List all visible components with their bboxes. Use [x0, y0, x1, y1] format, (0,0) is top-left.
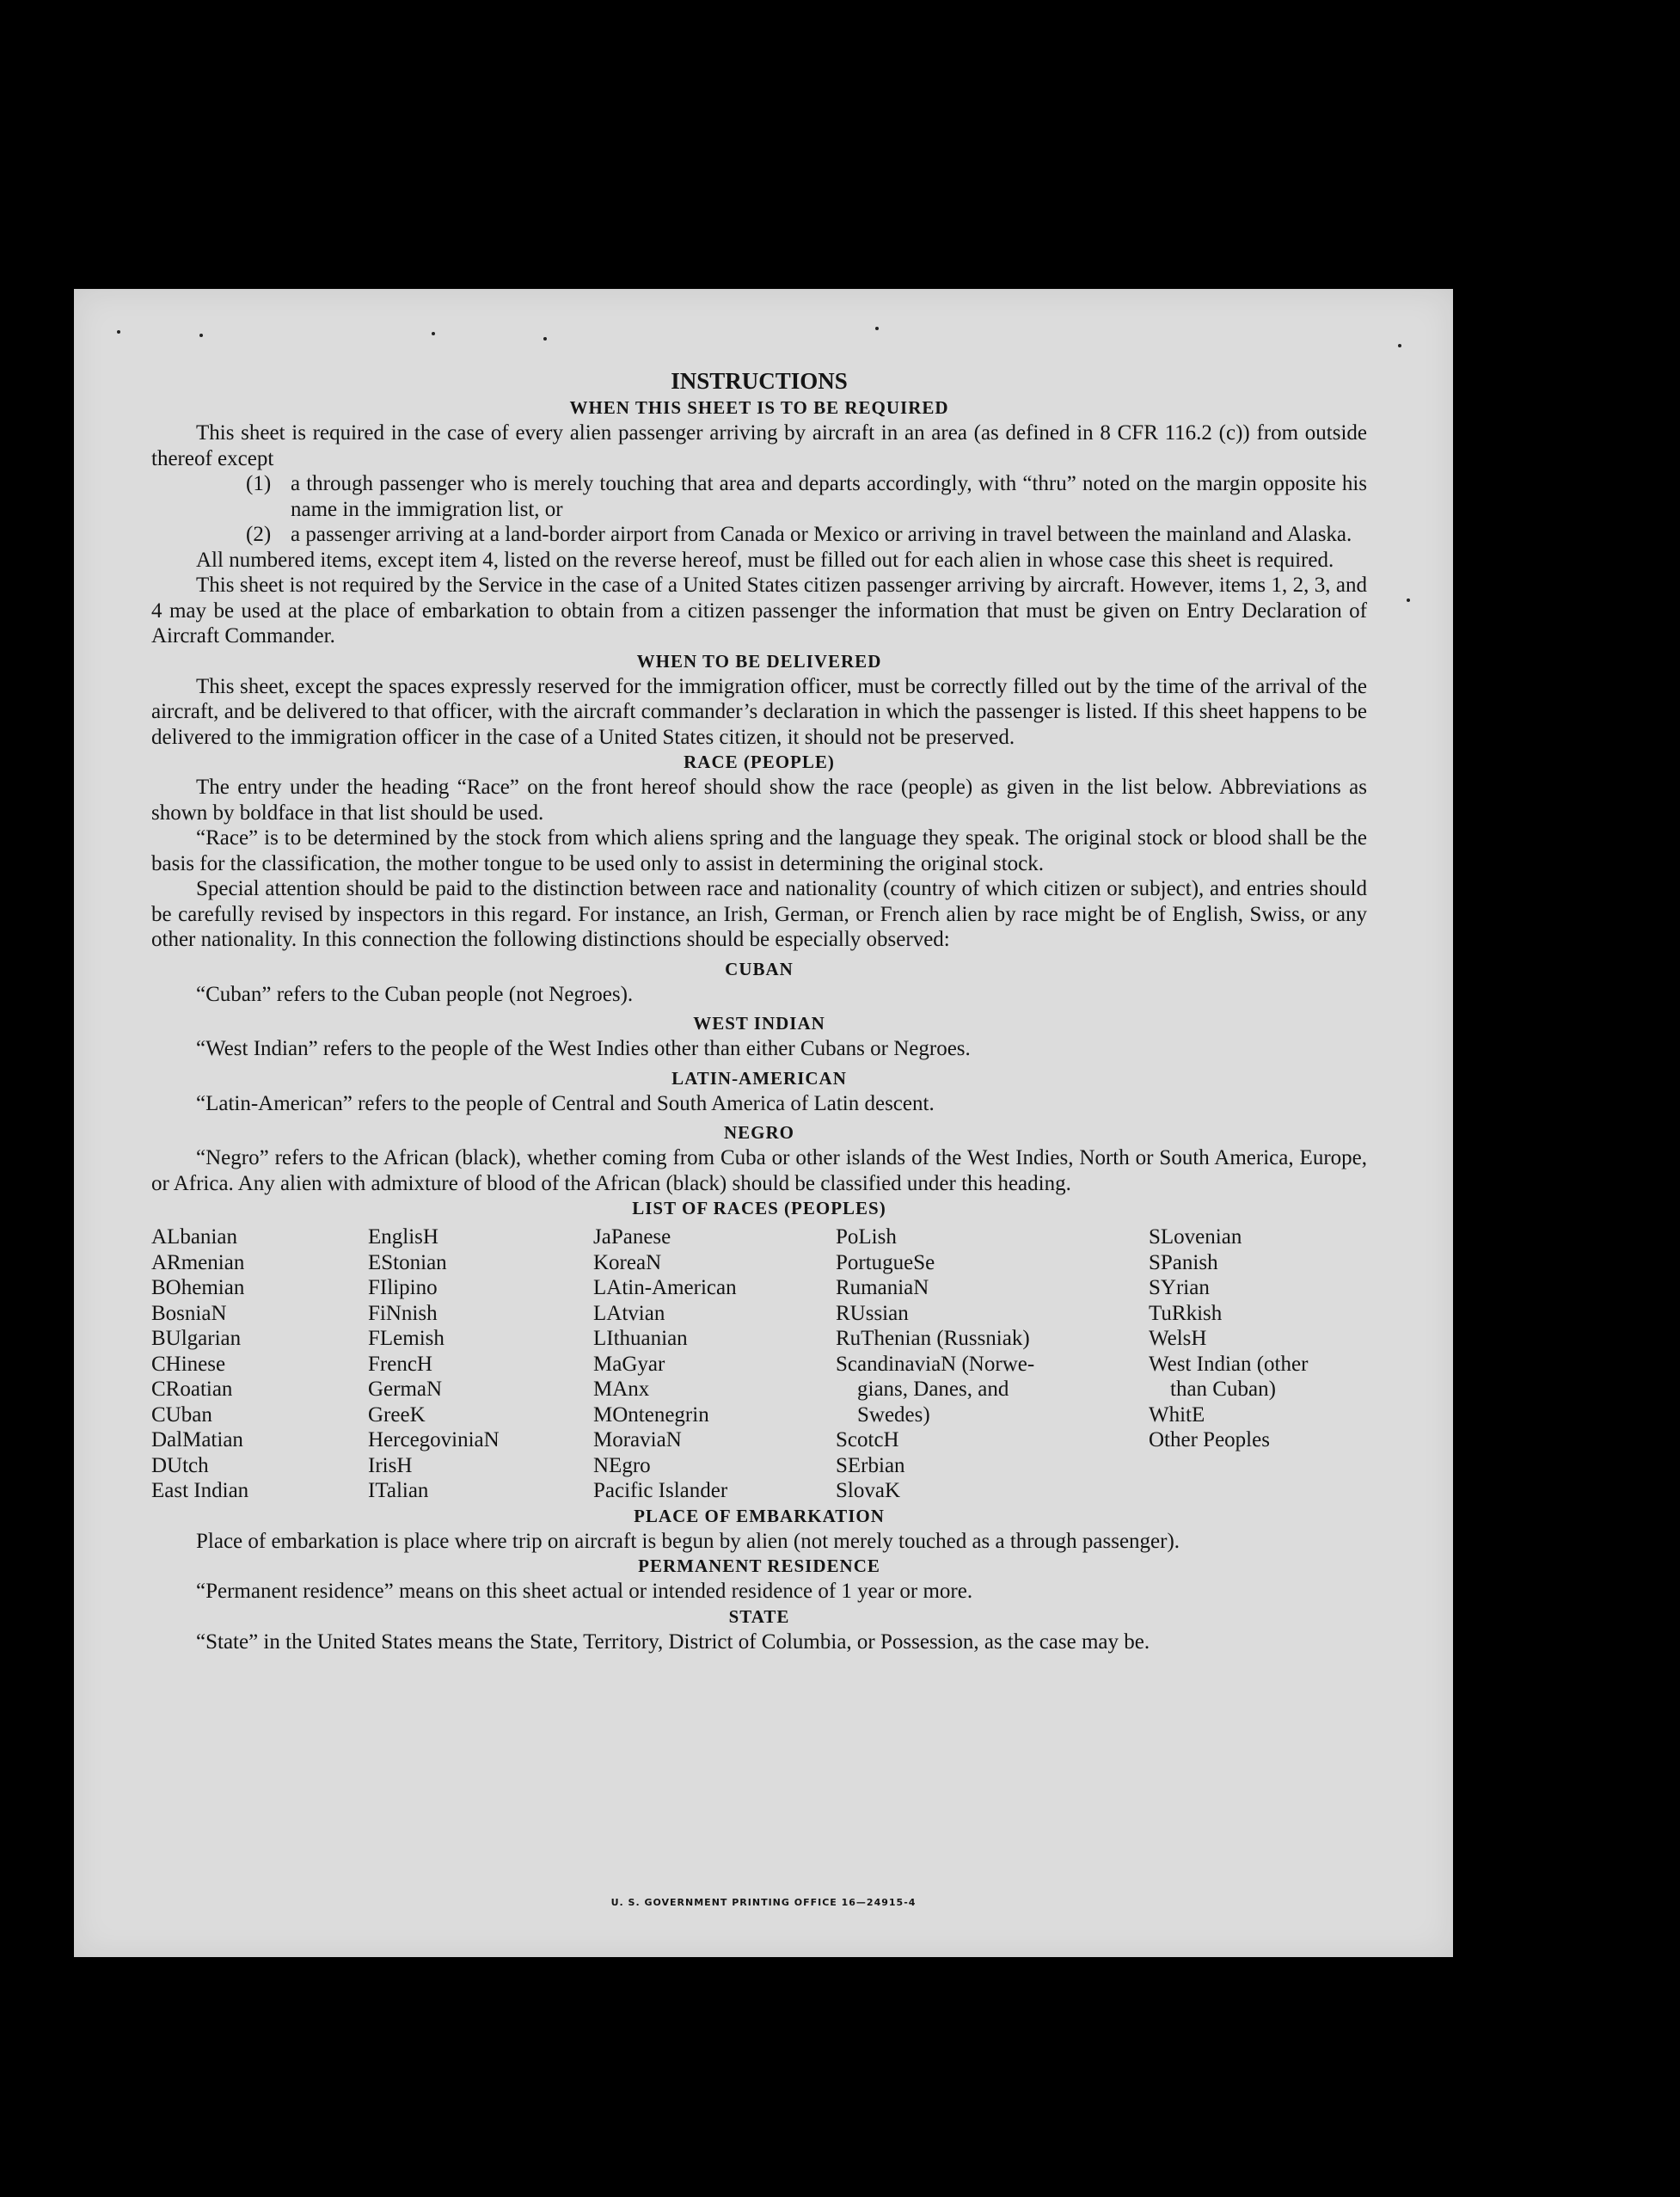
- race-entry: SLovenian: [1149, 1225, 1242, 1249]
- race-entry: Pacific Islander: [593, 1479, 728, 1502]
- instructions-text: [151, 366, 1367, 1654]
- item-number: (1): [246, 472, 272, 495]
- race-entry: gians, Danes, and: [836, 1378, 1009, 1401]
- race-entry: CUban: [151, 1402, 212, 1427]
- race-entry: WelsH: [1149, 1327, 1207, 1350]
- paragraph: All numbered items, except item 4, listed on the reverse hereof, must be filled out for each alien in whose case this sheet is required.: [196, 548, 1334, 572]
- speck: [199, 334, 203, 337]
- race-entry: East Indian: [151, 1479, 249, 1502]
- paragraph: “Negro” refers to the African (black), whether coming from Cuba or other islands of the West Indies, North or South America, Europe, or Africa. Any alien with admixture of blood of the African (black) should be classified under this heading.: [151, 1146, 1367, 1195]
- races-column: [1149, 1224, 1367, 1504]
- race-entry: SErbian: [836, 1453, 905, 1477]
- race-entry: FLemish: [368, 1327, 445, 1350]
- paragraph: “Cuban” refers to the Cuban people (not Negroes).: [196, 982, 634, 1006]
- race-entry: SPanish: [1149, 1250, 1218, 1274]
- race-entry: IrisH: [368, 1453, 413, 1477]
- paragraph: Place of embarkation is place where trip on aircraft is begun by alien (not merely touched as a through passenger).: [196, 1529, 1180, 1553]
- race-entry: SYrian: [1149, 1276, 1210, 1299]
- race-entry: Swedes): [836, 1402, 930, 1427]
- race-entry: SlovaK: [836, 1479, 900, 1502]
- paragraph: This sheet is not required by the Service in the case of a United States citizen passenger arriving by aircraft. However, items 1, 2, 3, and 4 may be used at the place of embarkation to obtain from a citizen passenger the information that must be given on Entry Declaration of Aircraft Commander.: [151, 574, 1367, 647]
- race-entry: RumaniaN: [836, 1276, 929, 1299]
- heading-when-delivered: WHEN TO BE DELIVERED: [636, 650, 882, 672]
- race-entry: LAtvian: [593, 1301, 665, 1325]
- race-entry: BUlgarian: [151, 1327, 242, 1350]
- heading-west-indian: WEST INDIAN: [693, 1013, 825, 1034]
- paragraph: This sheet, except the spaces expressly reserved for the immigration officer, must be correctly filled out by the time of the arrival of the aircraft, and be delivered to that officer, with the aircraft commander’s declaration in which the passenger is listed. If this sheet happens to be delivered to the immigration officer in the case of a United States citizen, it should not be preserved.: [151, 674, 1367, 749]
- race-entry: LIthuanian: [593, 1327, 688, 1350]
- speck: [1407, 598, 1410, 602]
- race-entry: EStonian: [368, 1250, 447, 1274]
- race-entry: HercegoviniaN: [368, 1428, 500, 1451]
- race-entry: GreeK: [368, 1402, 426, 1427]
- speck: [432, 332, 435, 335]
- speck: [875, 327, 879, 330]
- heading-permanent-residence: PERMANENT RESIDENCE: [638, 1556, 880, 1576]
- list-item: [151, 522, 1367, 548]
- race-entry: KoreaN: [593, 1250, 662, 1274]
- race-entry: RUssian: [836, 1301, 909, 1325]
- race-entry: JaPanese: [593, 1225, 671, 1249]
- race-entry: EnglisH: [368, 1225, 438, 1249]
- race-entry: FiNnish: [368, 1301, 438, 1325]
- race-entry: West Indian (other: [1149, 1352, 1309, 1376]
- item-number: (2): [246, 523, 272, 546]
- race-entry: WhitE: [1149, 1402, 1205, 1427]
- races-column: [151, 1224, 368, 1504]
- paragraph: “Latin-American” refers to the people of Central and South America of Latin descent.: [196, 1091, 935, 1115]
- race-entry: RuThenian (Russniak): [836, 1327, 1030, 1350]
- race-entry: DalMatian: [151, 1428, 243, 1451]
- race-entry: MOntenegrin: [593, 1402, 709, 1427]
- race-entry: MaGyar: [593, 1352, 665, 1376]
- heading-state: STATE: [728, 1605, 790, 1627]
- speck: [1398, 344, 1401, 347]
- race-entry: MAnx: [593, 1378, 650, 1401]
- race-entry: CHinese: [151, 1352, 226, 1376]
- heading-race: RACE (PEOPLE): [684, 752, 835, 772]
- paragraph: “Race” is to be determined by the stock from which aliens spring and the language they speak. The original stock or blood shall be the basis for the classification, the mother tongue to be used only to assist in determining the original stock.: [151, 826, 1367, 875]
- race-entry: PortugueSe: [836, 1250, 935, 1274]
- race-entry: ARmenian: [151, 1250, 245, 1274]
- race-entry: LAtin-American: [593, 1276, 737, 1299]
- race-entry: DUtch: [151, 1453, 209, 1477]
- heading-negro: NEGRO: [723, 1122, 794, 1143]
- paragraph: Special attention should be paid to the distinction between race and nationality (country of which citizen or subject), and entries should be carefully revised by inspectors in this regard. For instance, an Irish, German, or French alien by race might be of English, Swiss, or any other nationality. In this connection the following distinctions should be especially observed:: [151, 877, 1367, 951]
- race-entry: Other Peoples: [1149, 1428, 1270, 1451]
- race-entry: FrencH: [368, 1352, 432, 1376]
- race-entry: GermaN: [368, 1378, 443, 1401]
- race-entry: MoraviaN: [593, 1428, 682, 1451]
- item-text: a passenger arriving at a land-border airport from Canada or Mexico or arriving in travel between the mainland and Alaska.: [291, 523, 1352, 546]
- race-entry: ScotcH: [836, 1428, 899, 1451]
- races-column: [593, 1224, 836, 1504]
- item-text: a through passenger who is merely touching that area and departs accordingly, with “thru” noted on the margin opposite his name in the immigration list, or: [291, 472, 1367, 521]
- race-entry: ALbanian: [151, 1225, 237, 1249]
- race-entry: PoLish: [836, 1225, 897, 1249]
- race-entry: TuRkish: [1149, 1301, 1223, 1325]
- paragraph: “State” in the United States means the State, Territory, District of Columbia, or Possession, as the case may be.: [196, 1629, 1150, 1654]
- paragraph: “Permanent residence” means on this sheet actual or intended residence of 1 year or more.: [196, 1580, 973, 1603]
- race-entry: FIlipino: [368, 1276, 438, 1299]
- races-column: [368, 1224, 593, 1504]
- paragraph: “West Indian” refers to the people of the West Indies other than either Cubans or Negroes.: [196, 1037, 971, 1060]
- printer-imprint: U. S. GOVERNMENT PRINTING OFFICE 16—24915-4: [610, 1897, 917, 1908]
- heading-cuban: CUBAN: [725, 958, 794, 979]
- paragraph: The entry under the heading “Race” on the front hereof should show the race (people) as given in the list below. Abbreviations as shown by boldface in that list should be used.: [151, 776, 1367, 825]
- race-entry: ITalian: [368, 1479, 429, 1502]
- list-item: [151, 471, 1367, 522]
- paragraph: This sheet is required in the case of every alien passenger arriving by aircraft in an area (as defined in 8 CFR 116.2 (c)) from outside thereof except: [151, 421, 1367, 470]
- races-column: [836, 1224, 1149, 1504]
- heading-place-of-embarkation: PLACE OF EMBARKATION: [634, 1505, 885, 1526]
- race-entry: ScandinaviaN (Norwe-: [836, 1352, 1035, 1376]
- heading-list-of-races: LIST OF RACES (PEOPLES): [632, 1198, 886, 1218]
- page-title: INSTRUCTIONS: [671, 368, 848, 394]
- speck: [543, 337, 547, 341]
- race-entry: CRoatian: [151, 1378, 233, 1401]
- race-entry: than Cuban): [1149, 1378, 1276, 1401]
- heading-when-required: WHEN THIS SHEET IS TO BE REQUIRED: [569, 397, 949, 418]
- race-entry: BOhemian: [151, 1276, 245, 1299]
- race-entry: NEgro: [593, 1453, 651, 1477]
- document-page: [74, 289, 1453, 1957]
- speck: [117, 330, 120, 334]
- race-entry: BosniaN: [151, 1301, 227, 1325]
- heading-latin-american: LATIN-AMERICAN: [671, 1067, 847, 1089]
- races-list: [151, 1224, 1367, 1504]
